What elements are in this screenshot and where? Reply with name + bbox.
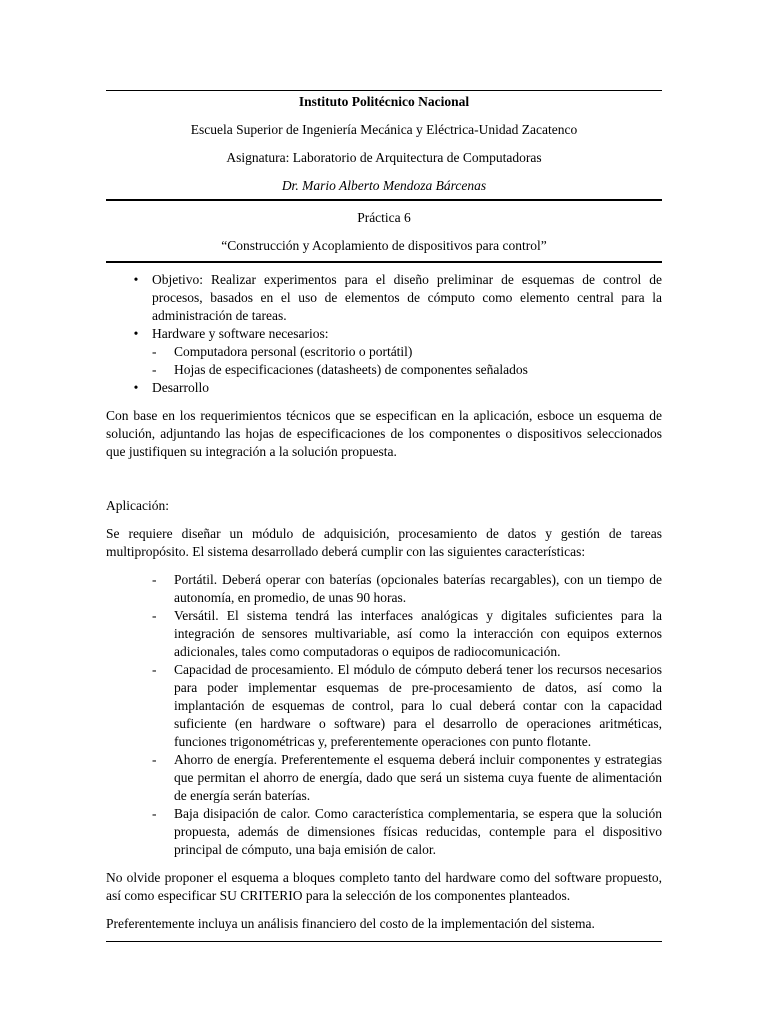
features-list <box>106 571 662 859</box>
hardware-sublist <box>152 343 662 379</box>
dash-marker: - <box>152 608 157 623</box>
feature-item <box>152 805 662 859</box>
bullet-desarrollo <box>106 379 662 397</box>
bullet-marker: • <box>133 326 139 341</box>
bullet-objective <box>106 271 662 325</box>
practice-number: Práctica 6 <box>357 210 411 225</box>
dash-marker: - <box>152 752 157 767</box>
hardware-item-text: Hojas de especificaciones (datasheets) de componentes señalados <box>174 362 528 377</box>
dash-marker: - <box>152 362 157 377</box>
dash-marker: - <box>152 344 157 359</box>
feature-item <box>152 751 662 805</box>
document-content <box>106 90 662 942</box>
bullet-hardware <box>106 325 662 379</box>
bullet-marker: • <box>133 272 139 287</box>
institution-name: Instituto Politécnico Nacional <box>298 94 470 109</box>
main-bullet-list <box>106 271 662 397</box>
hardware-item-text: Computadora personal (escritorio o portátil) <box>174 344 413 359</box>
feature-text: Portátil. Deberá operar con baterías (opcionales baterías recargables), con un tiempo de autonomía, en promedio, de unas 90 horas. <box>174 572 662 605</box>
bottom-rule <box>106 941 662 942</box>
bullet-marker: • <box>133 380 139 395</box>
feature-text: Versátil. El sistema tendrá las interfaces analógicas y digitales suficientes para la integración de sensores multivariable, así como la interacción con equipos externos adicionales, tales como computadoras o equipos de radiocomunicación. <box>174 608 662 659</box>
subject-line: Asignatura: Laboratorio de Arquitectura de Computadoras <box>226 150 542 165</box>
closing-paragraph: No olvide proponer el esquema a bloques completo tanto del hardware como del software propuesto, así como especificar SU CRITERIO para la selección de los componentes planteados. <box>106 870 662 903</box>
top-rule <box>106 90 662 91</box>
practice-title: “Construcción y Acoplamiento de dispositivos para control” <box>221 238 547 253</box>
dash-marker: - <box>152 662 157 677</box>
header-bottom-rule <box>106 261 662 263</box>
hardware-item <box>152 343 662 361</box>
bullet-hardware-text: Hardware y software necesarios: <box>152 326 329 341</box>
application-paragraph: Se requiere diseñar un módulo de adquisición, procesamiento de datos y gestión de tareas multipropósito. El sistema desarrollado deberá cumplir con las siguientes características: <box>106 526 662 559</box>
application-heading: Aplicación: <box>106 498 169 513</box>
feature-text: Baja disipación de calor. Como característica complementaria, se espera que la solución propuesta, además de dimensiones físicas reducidas, contemple para el dispositivo principal de cómputo, una baja emisión de calor. <box>174 806 662 857</box>
feature-text: Capacidad de procesamiento. El módulo de cómputo deberá tener los recursos necesarios para poder implementar esquemas de pre-procesamiento de datos, así como la implantación de esquemas de control, para lo cual deberá contar con la capacidad suficiente (en hardware o software) para el desarrollo de operaciones aritméticas, funciones trigonométricas y, preferentemente operaciones con punto flotante. <box>174 662 662 749</box>
bullet-objective-text: Objetivo: Realizar experimentos para el diseño preliminar de esquemas de control de procesos, basados en el uso de elementos de cómputo como elemento central para la administración de tareas. <box>152 272 662 323</box>
feature-item <box>152 661 662 751</box>
intro-paragraph: Con base en los requerimientos técnicos que se especifican en la aplicación, esboce un esquema de solución, adjuntando las hojas de especificaciones de los componentes o dispositivos seleccionados que justifiquen su integración a la solución propuesta. <box>106 408 662 459</box>
feature-item <box>152 607 662 661</box>
financial-note: Preferentemente incluya un análisis financiero del costo de la implementación del sistema. <box>106 916 595 931</box>
school-name: Escuela Superior de Ingeniería Mecánica y Eléctrica-Unidad Zacatenco <box>190 122 578 137</box>
bullet-desarrollo-text: Desarrollo <box>152 380 209 395</box>
dash-marker: - <box>152 572 157 587</box>
professor-name: Dr. Mario Alberto Mendoza Bárcenas <box>281 178 487 193</box>
feature-item <box>152 571 662 607</box>
dash-marker: - <box>152 806 157 821</box>
middle-rule <box>106 199 662 201</box>
hardware-item <box>152 361 662 379</box>
feature-text: Ahorro de energía. Preferentemente el esquema deberá incluir componentes y estrategias que permitan el ahorro de energía, dado que será un sistema cuya fuente de alimentación de energía serán baterías. <box>174 752 662 803</box>
